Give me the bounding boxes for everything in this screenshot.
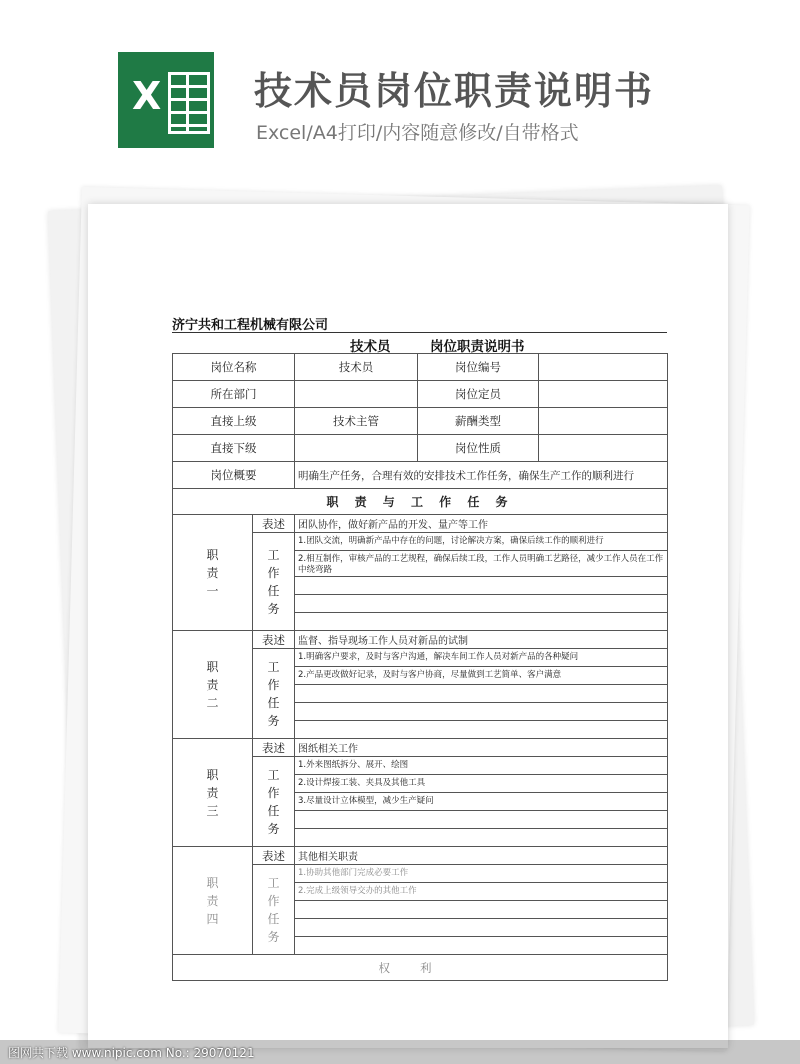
subordinate-value[interactable]: [295, 435, 418, 462]
duty-task[interactable]: [295, 613, 668, 631]
position-no-value[interactable]: [539, 354, 668, 381]
task-label: 工作任务: [253, 865, 295, 955]
section-title: 职 责 与 工 作 任 务: [173, 489, 668, 515]
duty-task[interactable]: [295, 685, 668, 703]
company-name: 济宁共和工程机械有限公司: [172, 318, 329, 333]
table-row: [173, 354, 668, 381]
duty-task[interactable]: 3.尽量设计立体模型，减少生产疑问: [295, 793, 668, 811]
table-row: [173, 489, 668, 515]
duty-task[interactable]: 1.外来图纸拆分、展开、绘图: [295, 757, 668, 775]
position-name-value[interactable]: 技术员: [295, 354, 418, 381]
quota-value[interactable]: [539, 381, 668, 408]
superior-label: 直接上级: [173, 408, 295, 435]
page-title: 技术员岗位职责说明书: [254, 69, 655, 113]
table-row: [173, 408, 668, 435]
duty-task[interactable]: [295, 937, 668, 955]
duty-task[interactable]: [295, 919, 668, 937]
duty-task[interactable]: [295, 595, 668, 613]
duty-desc[interactable]: 团队协作，做好新产品的开发、量产等工作: [295, 515, 668, 533]
dept-label: 所在部门: [173, 381, 295, 408]
table-row: [173, 955, 668, 981]
duty-task[interactable]: 1.明确客户要求，及时与客户沟通，解决车间工作人员对新产品的各种疑问: [295, 649, 668, 667]
document-title-role: 技术员: [350, 339, 391, 355]
salary-value[interactable]: [539, 408, 668, 435]
quota-label: 岗位定员: [418, 381, 539, 408]
watermark-text: 图网共下载 www.nipic.com No.: 29070121: [8, 1046, 255, 1060]
dept-value[interactable]: [295, 381, 418, 408]
watermark-bar: [0, 1040, 800, 1064]
duty-task[interactable]: [295, 703, 668, 721]
desc-label: 表述: [253, 631, 295, 649]
duty-desc[interactable]: 监督、指导现场工作人员对新品的试制: [295, 631, 668, 649]
table-row: [173, 435, 668, 462]
duty-task[interactable]: 2.相互制作，审核产品的工艺规程，确保后续工段，工作人员明确工艺路径，减少工作人员在工作中绕弯路: [295, 551, 668, 577]
duty-task[interactable]: 1.团队交流，明确新产品中存在的问题，讨论解决方案，确保后续工作的顺利进行: [295, 533, 668, 551]
table-row: [173, 631, 668, 649]
duty-task[interactable]: 1.协助其他部门完成必要工作: [295, 865, 668, 883]
table-row: [173, 462, 668, 489]
subordinate-label: 直接下级: [173, 435, 295, 462]
desc-label: 表述: [253, 739, 295, 757]
desc-label: 表述: [253, 847, 295, 865]
duty-task[interactable]: 2.产品更改做好记录，及时与客户协商，尽量做到工艺简单、客户满意: [295, 667, 668, 685]
nature-value[interactable]: [539, 435, 668, 462]
duty-name: 职责一: [173, 515, 253, 631]
duty-name: 职责三: [173, 739, 253, 847]
task-label: 工作任务: [253, 649, 295, 739]
duty-task[interactable]: 2.完成上级领导交办的其他工作: [295, 883, 668, 901]
spreadsheet-grid-icon: [168, 72, 210, 134]
table-row: [173, 739, 668, 757]
desc-label: 表述: [253, 515, 295, 533]
document-title: [288, 335, 667, 354]
job-description-table: [172, 353, 668, 981]
position-name-label: 岗位名称: [173, 354, 295, 381]
table-row: [173, 381, 668, 408]
salary-label: 薪酬类型: [418, 408, 539, 435]
duty-desc[interactable]: 图纸相关工作: [295, 739, 668, 757]
duty-task[interactable]: [295, 901, 668, 919]
page-subtitle: Excel/A4打印/内容随意修改/自带格式: [256, 122, 579, 144]
duty-desc[interactable]: 其他相关职责: [295, 847, 668, 865]
duty-task[interactable]: [295, 577, 668, 595]
company-divider: [172, 332, 667, 333]
excel-icon: [118, 52, 214, 148]
task-label: 工作任务: [253, 757, 295, 847]
duty-task[interactable]: [295, 811, 668, 829]
excel-icon-letter: X: [132, 74, 162, 118]
duty-name: 职责二: [173, 631, 253, 739]
summary-label: 岗位概要: [173, 462, 295, 489]
rights-title: 权利: [173, 955, 668, 981]
task-label: 工作任务: [253, 533, 295, 631]
superior-value[interactable]: 技术主管: [295, 408, 418, 435]
summary-value[interactable]: 明确生产任务，合理有效的安排技术工作任务，确保生产工作的顺利进行: [295, 462, 668, 489]
page-header: [0, 0, 800, 180]
table-row: [173, 515, 668, 533]
nature-label: 岗位性质: [418, 435, 539, 462]
duty-task[interactable]: [295, 721, 668, 739]
position-no-label: 岗位编号: [418, 354, 539, 381]
table-row: [173, 847, 668, 865]
duty-task[interactable]: [295, 829, 668, 847]
duty-name: 职责四: [173, 847, 253, 955]
duty-task[interactable]: 2.设计焊接工装、夹具及其他工具: [295, 775, 668, 793]
document-title-text: 岗位职责说明书: [430, 339, 525, 355]
